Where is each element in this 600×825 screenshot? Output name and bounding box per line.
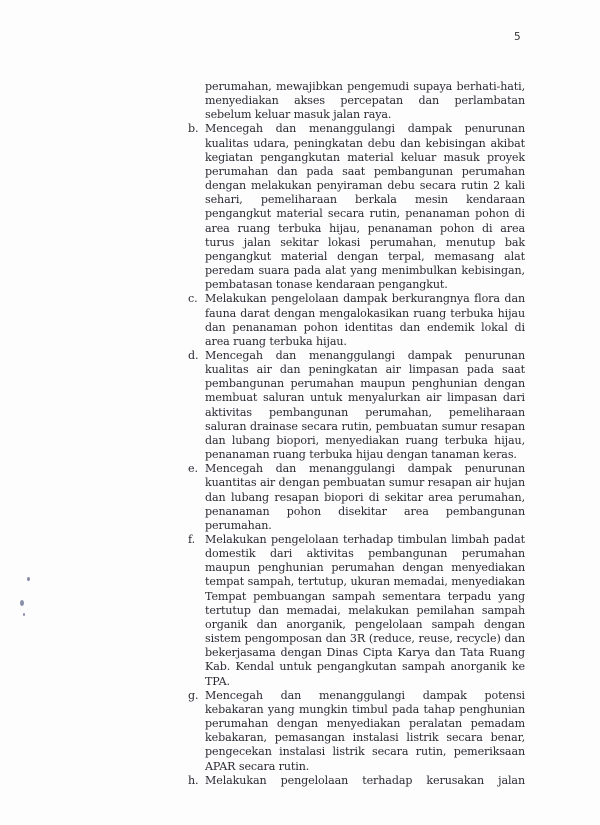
list-item-text: Melakukan pengelolaan terhadap kerusakan jalan — [205, 773, 525, 787]
list-item-c — [188, 292, 525, 349]
list-marker: b. — [188, 122, 199, 136]
page-number: 5 — [514, 31, 521, 43]
scan-speck — [20, 600, 24, 606]
scan-speck — [23, 613, 25, 616]
list-marker: f. — [188, 533, 196, 546]
list-item-d — [188, 349, 525, 462]
list-marker: g. — [188, 688, 199, 702]
list-item-text: Mencegah dan menanggulangi dampak potensi kebakaran yang mungkin timbul pada tahap penghunian perumahan dengan menyediakan peralatan pemadam kebakaran, pemasangan instalasi listrik secara benar, pengecekan instalasi listrik secara rutin, pemeriksaan APAR secara rutin. — [205, 688, 525, 773]
list-marker: c. — [188, 292, 198, 306]
continuation-paragraph: perumahan, mewajibkan pengemudi supaya berhati-hati, menyediakan akses percepatan dan perlambatan sebelum keluar masuk jalan raya. — [205, 80, 525, 122]
list-item-h — [188, 774, 525, 788]
list-marker: h. — [188, 773, 199, 787]
list-item-text: Mencegah dan menanggulangi dampak penurunan kualitas udara, peningkatan debu dan kebisingan akibat kegiatan pengangkutan material keluar masuk proyek perumahan dan pada saat pembangunan perumahan dengan melakukan penyiraman debu secara rutin 2 kali sehari, pemeliharaan berkala mesin kendaraan pengangkut material secara rutin, penanaman pohon di area ruang terbuka hijau, penanaman pohon di area turus jalan sekitar lokasi perumahan, menutup bak pengangkut material dengan terpal, memasang alat peredam suara pada alat yang menimbulkan kebisingan, pembatasan tonase kendaraan pengangkut. — [205, 122, 525, 292]
list-marker: d. — [188, 348, 199, 362]
scan-speck — [27, 577, 30, 581]
list-item-text: Mencegah dan menanggulangi dampak penurunan kuantitas air dengan pembuatan sumur resapan air hujan dan lubang resapan biopori di sekitar area perumahan, penanaman pohon disekitar area pembangunan perumahan. — [205, 462, 525, 532]
list-item-text: Melakukan pengelolaan terhadap timbulan limbah padat domestik dari aktivitas pembangunan perumahan maupun penghunian perumahan dengan menyediakan tempat sampah, tertutup, ukuran memadai, menyediakan Tempat pembuangan sampah sementara terpadu yang tertutup dan memadai, melakukan pemilahan sampah organik dan anorganik, pengelolaan sampah dengan sistem pengomposan dan 3R (reduce, reuse, recycle) dan bekerjasama dengan Dinas Cipta Karya dan Tata Ruang Kab. Kendal untuk pengangkutan sampah anorganik ke TPA. — [205, 533, 525, 688]
list-item-text: Mencegah dan menanggulangi dampak penurunan kualitas air dan peningkatan air limpasan pada saat pembangunan perumahan maupun penghunian dengan membuat saluran untuk menyalurkan air limpasan dari aktivitas pembangunan perumahan, pemeliharaan saluran drainase secara rutin, pembuatan sumur resapan dan lubang biopori, menyediakan ruang terbuka hijau, penanaman ruang terbuka hijau dengan tanaman keras. — [205, 348, 525, 462]
list-item-b — [188, 122, 525, 292]
list-item-f — [188, 533, 525, 689]
list-item-e — [188, 462, 525, 533]
list-marker: e. — [188, 462, 198, 476]
document-body — [188, 80, 525, 788]
list-item-text: Melakukan pengelolaan dampak berkurangnya flora dan fauna darat dengan mengalokasikan ruang terbuka hijau dan penanaman pohon identitas dan endemik lokal di area ruang terbuka hijau. — [205, 292, 525, 348]
list-item-g — [188, 689, 525, 774]
